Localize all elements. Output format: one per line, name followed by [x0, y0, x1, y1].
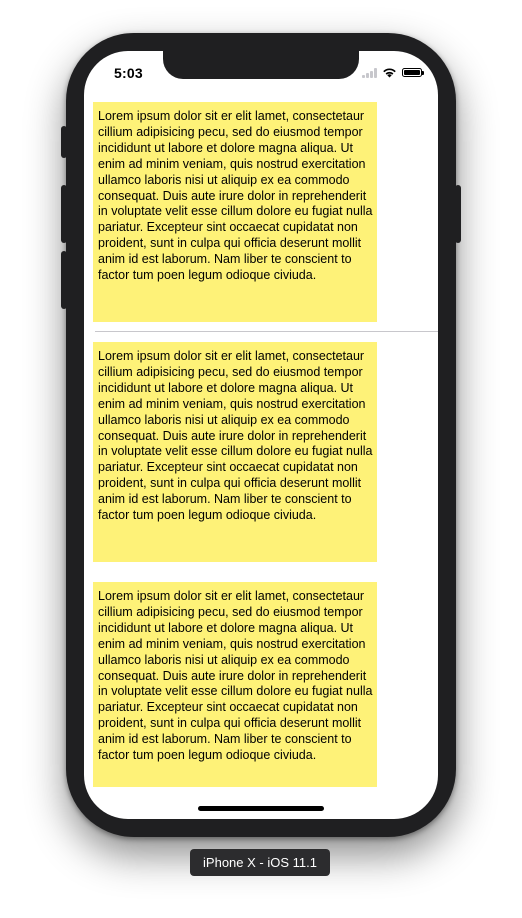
mute-switch [61, 126, 67, 158]
wifi-icon [382, 67, 397, 78]
sensor-notch [163, 51, 359, 79]
home-indicator[interactable] [198, 806, 324, 811]
table-row[interactable] [84, 582, 438, 788]
phone-screen [84, 51, 438, 819]
cell-label: Lorem ipsum dolor sit er elit lamet, consectetaur cillium adipisicing pecu, sed do eiusmod tempor incididunt ut labore et dolore magna aliqua. Ut enim ad minim veniam, quis nostrud exercitation ullamco laboris nisi ut aliquip ex ea commodo consequat. Duis aute irure dolor in reprehenderit in voluptate velit esse cillum dolore eu fugiat nulla pariatur. Excepteur sint occaecat cupidatat non proident, sunt in culpa qui officia deserunt mollit anim id est laborum. Nam liber te conscient to factor tum poen legum odioque civiuda. [93, 342, 377, 562]
status-time: 5:03 [114, 65, 143, 81]
table-row[interactable] [84, 102, 438, 332]
status-icons [362, 67, 422, 78]
row-separator [95, 331, 438, 332]
cell-label: Lorem ipsum dolor sit er elit lamet, consectetaur cillium adipisicing pecu, sed do eiusmod tempor incididunt ut labore et dolore magna aliqua. Ut enim ad minim veniam, quis nostrud exercitation ullamco laboris nisi ut aliquip ex ea commodo consequat. Duis aute irure dolor in reprehenderit in voluptate velit esse cillum dolore eu fugiat nulla pariatur. Excepteur sint occaecat cupidatat non proident, sunt in culpa qui officia deserunt mollit anim id est laborum. Nam liber te conscient to factor tum poen legum odioque civiuda. [93, 102, 377, 322]
signal-icon [362, 68, 377, 78]
battery-icon [402, 68, 422, 77]
table-view[interactable] [84, 51, 438, 819]
volume-down-button [61, 251, 67, 309]
device-label: iPhone X - iOS 11.1 [190, 849, 330, 876]
cell-label: Lorem ipsum dolor sit er elit lamet, consectetaur cillium adipisicing pecu, sed do eiusmod tempor incididunt ut labore et dolore magna aliqua. Ut enim ad minim veniam, quis nostrud exercitation ullamco laboris nisi ut aliquip ex ea commodo consequat. Duis aute irure dolor in reprehenderit in voluptate velit esse cillum dolore eu fugiat nulla pariatur. Excepteur sint occaecat cupidatat non proident, sunt in culpa qui officia deserunt mollit anim id est laborum. Nam liber te conscient to factor tum poen legum odioque civiuda. [93, 582, 377, 787]
table-row[interactable] [84, 342, 438, 572]
power-button [455, 185, 461, 243]
volume-up-button [61, 185, 67, 243]
